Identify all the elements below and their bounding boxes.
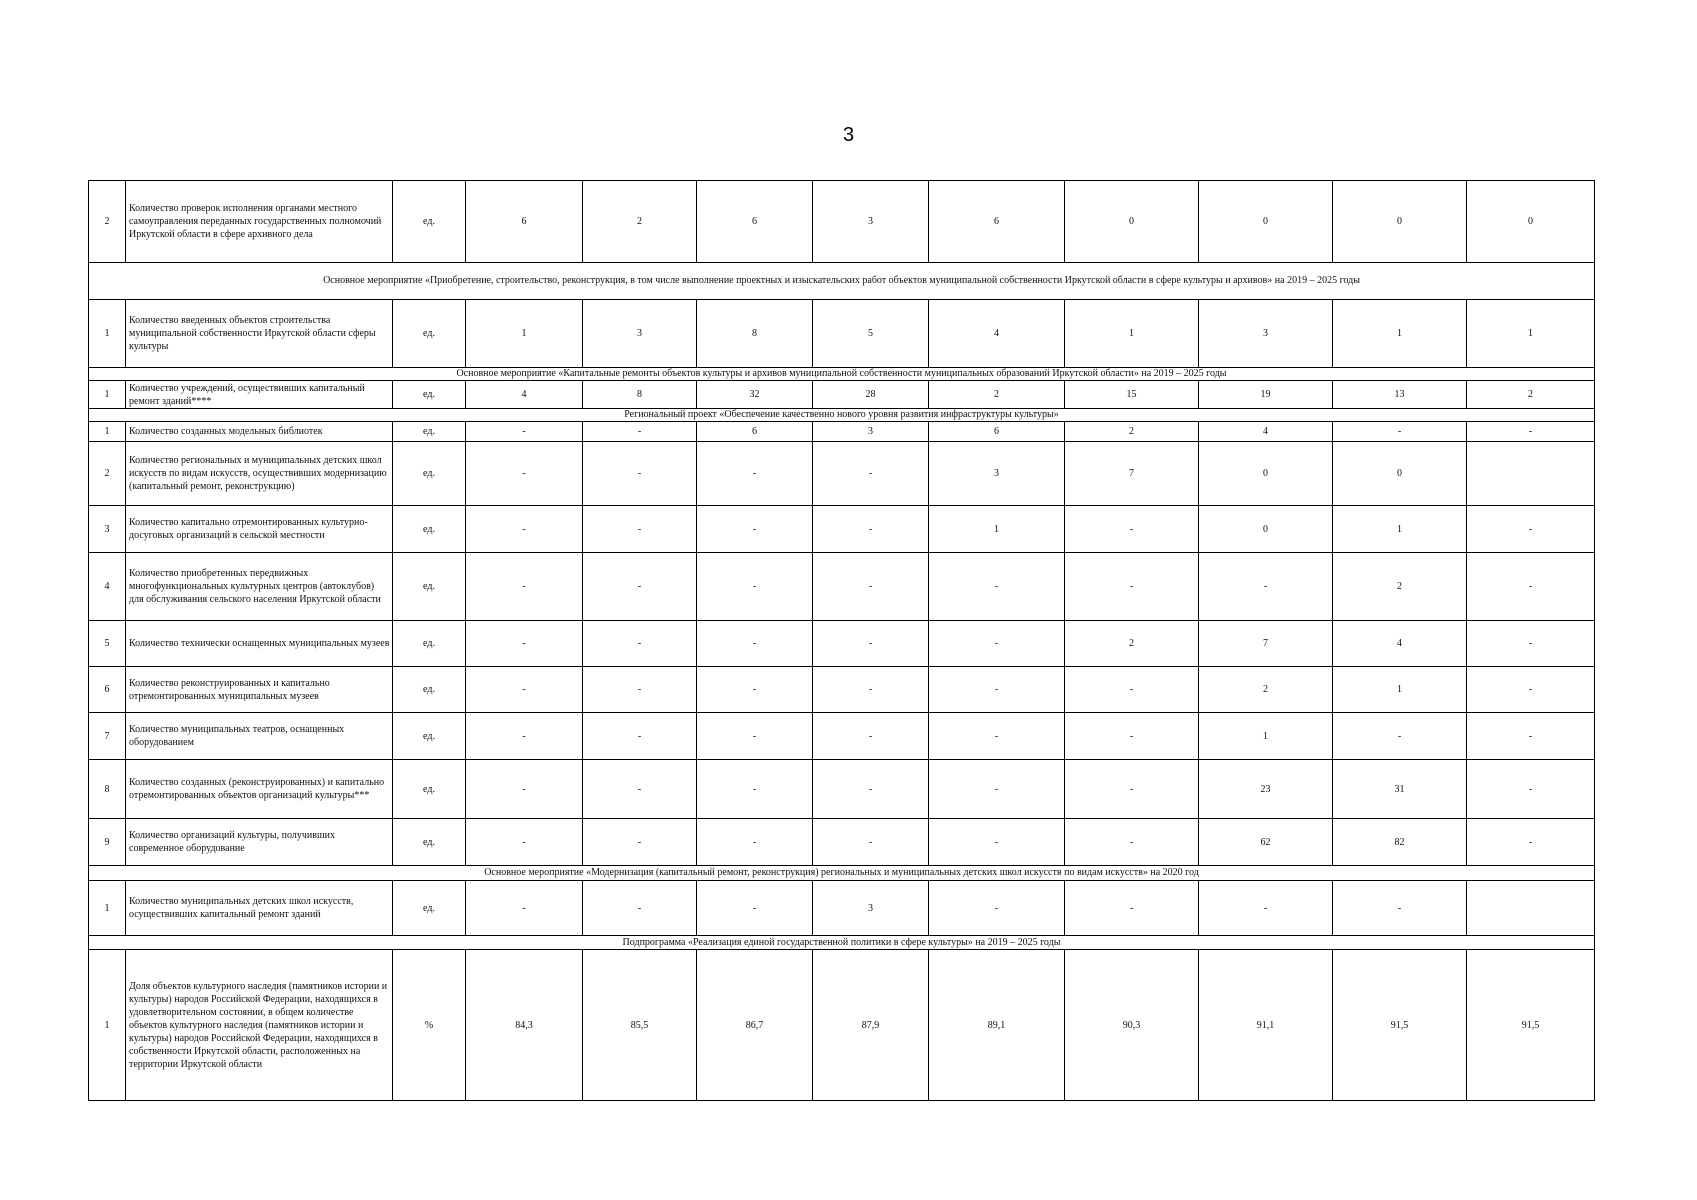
value-cell: - (466, 819, 583, 866)
value-cell: - (583, 819, 697, 866)
value-cell: 0 (1333, 181, 1467, 263)
section-row (89, 368, 1595, 381)
value-cell: - (466, 713, 583, 760)
value-cell: 1 (929, 506, 1065, 553)
value-cell: 4 (929, 300, 1065, 368)
value-cell: - (583, 506, 697, 553)
table-row (89, 381, 1595, 409)
value-cell: - (813, 506, 929, 553)
page-number: 3 (842, 124, 855, 146)
value-cell: - (1467, 422, 1595, 442)
value-cell: - (1065, 506, 1199, 553)
value-cell: - (697, 881, 813, 936)
value-cell: 62 (1199, 819, 1333, 866)
row-number: 6 (89, 667, 126, 713)
value-cell: 1 (466, 300, 583, 368)
unit-cell: ед. (393, 442, 466, 506)
value-cell: 91,5 (1333, 950, 1467, 1101)
value-cell: - (1065, 760, 1199, 819)
row-number: 2 (89, 181, 126, 263)
value-cell: - (466, 553, 583, 621)
indicator-name: Количество муниципальных театров, оснащенных оборудованием (126, 713, 393, 760)
value-cell: - (1065, 881, 1199, 936)
value-cell: - (929, 819, 1065, 866)
value-cell: 13 (1333, 381, 1467, 409)
value-cell: - (1333, 713, 1467, 760)
value-cell: 4 (466, 381, 583, 409)
value-cell: - (583, 621, 697, 667)
indicator-name: Количество созданных (реконструированных) и капитально отремонтированных объектов организаций культуры*** (126, 760, 393, 819)
value-cell: - (813, 760, 929, 819)
value-cell: 5 (813, 300, 929, 368)
value-cell: - (697, 819, 813, 866)
row-number: 2 (89, 442, 126, 506)
section-title: Подпрограмма «Реализация единой государственной политики в сфере культуры» на 2019 – 2025 годы (89, 936, 1595, 950)
value-cell: 1 (1065, 300, 1199, 368)
indicator-name: Количество созданных модельных библиотек (126, 422, 393, 442)
value-cell: - (929, 881, 1065, 936)
row-number: 3 (89, 506, 126, 553)
value-cell: - (1199, 881, 1333, 936)
value-cell: 6 (929, 181, 1065, 263)
value-cell: - (813, 819, 929, 866)
table-row (89, 181, 1595, 263)
value-cell: - (697, 713, 813, 760)
value-cell: 89,1 (929, 950, 1065, 1101)
unit-cell: ед. (393, 300, 466, 368)
value-cell: - (1467, 553, 1595, 621)
unit-cell: ед. (393, 181, 466, 263)
indicator-name: Количество капитально отремонтированных культурно-досуговых организаций в сельской местности (126, 506, 393, 553)
value-cell: - (1065, 713, 1199, 760)
value-cell: - (929, 667, 1065, 713)
unit-cell: ед. (393, 713, 466, 760)
indicator-name: Количество муниципальных детских школ искусств, осуществивших капитальный ремонт зданий (126, 881, 393, 936)
value-cell: 86,7 (697, 950, 813, 1101)
value-cell: 19 (1199, 381, 1333, 409)
value-cell: - (1333, 881, 1467, 936)
unit-cell: ед. (393, 553, 466, 621)
value-cell: - (466, 881, 583, 936)
indicator-name: Количество проверок исполнения органами местного самоуправления переданных государственных полномочий Иркутской области в сфере архивного дела (126, 181, 393, 263)
value-cell: - (813, 667, 929, 713)
unit-cell: ед. (393, 667, 466, 713)
value-cell: - (697, 442, 813, 506)
row-number: 8 (89, 760, 126, 819)
value-cell: 4 (1199, 422, 1333, 442)
table-row (89, 881, 1595, 936)
value-cell: - (697, 667, 813, 713)
value-cell: 3 (813, 181, 929, 263)
value-cell: 0 (1065, 181, 1199, 263)
value-cell: - (466, 667, 583, 713)
value-cell: - (583, 667, 697, 713)
value-cell: - (697, 553, 813, 621)
value-cell: 4 (1333, 621, 1467, 667)
unit-cell: ед. (393, 760, 466, 819)
value-cell: - (929, 553, 1065, 621)
section-title: Основное мероприятие «Капитальные ремонты объектов культуры и архивов муниципальной собственности муниципальных образований Иркутской области» на 2019 – 2025 годы (89, 368, 1595, 381)
indicator-name: Доля объектов культурного наследия (памятников истории и культуры) народов Российской Федерации, находящихся в удовлетворительном состоянии, в общем количестве объектов культурного наследия (памятников истории и культуры) народов Российской Федерации, находящихся в собственности Иркутской области, расположенных на территории Иркутской области (126, 950, 393, 1101)
indicator-name: Количество региональных и муниципальных детских школ искусств по видам искусств, осуществивших модернизацию (капитальный ремонт, реконструкцию) (126, 442, 393, 506)
value-cell: - (813, 553, 929, 621)
table-row (89, 506, 1595, 553)
value-cell: - (813, 713, 929, 760)
indicator-name: Количество организаций культуры, получивших современное оборудование (126, 819, 393, 866)
value-cell: - (697, 506, 813, 553)
value-cell: 87,9 (813, 950, 929, 1101)
value-cell: - (813, 442, 929, 506)
indicator-name: Количество реконструированных и капитально отремонтированных муниципальных музеев (126, 667, 393, 713)
value-cell: 3 (813, 881, 929, 936)
table-row (89, 760, 1595, 819)
value-cell: - (697, 621, 813, 667)
row-number: 1 (89, 422, 126, 442)
table-row (89, 422, 1595, 442)
value-cell: - (929, 713, 1065, 760)
value-cell: 6 (697, 422, 813, 442)
value-cell: - (583, 553, 697, 621)
value-cell: 3 (813, 422, 929, 442)
value-cell: - (1333, 422, 1467, 442)
unit-cell: ед. (393, 422, 466, 442)
value-cell: - (697, 760, 813, 819)
table-row (89, 442, 1595, 506)
value-cell: - (813, 621, 929, 667)
value-cell: - (466, 506, 583, 553)
unit-cell: ед. (393, 819, 466, 866)
row-number: 7 (89, 713, 126, 760)
value-cell: - (1467, 819, 1595, 866)
value-cell: 7 (1199, 621, 1333, 667)
value-cell (1467, 442, 1595, 506)
value-cell: - (583, 881, 697, 936)
row-number: 4 (89, 553, 126, 621)
value-cell: 8 (583, 381, 697, 409)
value-cell: - (929, 621, 1065, 667)
indicator-name: Количество введенных объектов строительства муниципальной собственности Иркутской области сферы культуры (126, 300, 393, 368)
value-cell: 2 (1199, 667, 1333, 713)
value-cell: - (466, 621, 583, 667)
value-cell: - (1467, 760, 1595, 819)
section-row (89, 936, 1595, 950)
value-cell: 84,3 (466, 950, 583, 1101)
value-cell: 8 (697, 300, 813, 368)
indicator-name: Количество технически оснащенных муниципальных музеев (126, 621, 393, 667)
unit-cell: % (393, 950, 466, 1101)
unit-cell: ед. (393, 381, 466, 409)
value-cell: - (1065, 553, 1199, 621)
row-number: 1 (89, 881, 126, 936)
value-cell: - (466, 422, 583, 442)
value-cell: - (583, 713, 697, 760)
value-cell: 2 (929, 381, 1065, 409)
value-cell: - (583, 442, 697, 506)
value-cell: - (1467, 621, 1595, 667)
value-cell: - (583, 422, 697, 442)
row-number: 1 (89, 300, 126, 368)
value-cell: 82 (1333, 819, 1467, 866)
value-cell: 7 (1065, 442, 1199, 506)
value-cell: 0 (1333, 442, 1467, 506)
value-cell: 31 (1333, 760, 1467, 819)
value-cell: 1 (1333, 300, 1467, 368)
row-number: 5 (89, 621, 126, 667)
value-cell: 85,5 (583, 950, 697, 1101)
value-cell: 15 (1065, 381, 1199, 409)
value-cell: 32 (697, 381, 813, 409)
section-title: Основное мероприятие «Приобретение, строительство, реконструкция, в том числе выполнение проектных и изыскательских работ объектов муниципальной собственности Иркутской области в сфере культуры и архивов» на 2019 – 2025 годы (89, 263, 1595, 300)
value-cell: 2 (1065, 422, 1199, 442)
value-cell: - (1065, 819, 1199, 866)
section-title: Региональный проект «Обеспечение качественно нового уровня развития инфраструктуры культуры» (89, 409, 1595, 422)
value-cell: 6 (697, 181, 813, 263)
value-cell: 1 (1333, 506, 1467, 553)
value-cell: - (1467, 713, 1595, 760)
value-cell: 2 (1065, 621, 1199, 667)
unit-cell: ед. (393, 506, 466, 553)
value-cell: 3 (929, 442, 1065, 506)
indicators-table (88, 180, 1595, 1101)
table-row (89, 713, 1595, 760)
indicator-name: Количество приобретенных передвижных многофункциональных культурных центров (автоклубов) для обслуживания сельского населения Иркутской области (126, 553, 393, 621)
value-cell: - (1199, 553, 1333, 621)
section-row (89, 409, 1595, 422)
value-cell: 90,3 (1065, 950, 1199, 1101)
row-number: 1 (89, 950, 126, 1101)
table-row (89, 950, 1595, 1101)
table-row (89, 621, 1595, 667)
section-title: Основное мероприятие «Модернизация (капитальный ремонт, реконструкция) региональных и муниципальных детских школ искусств по видам искусств» на 2020 год (89, 866, 1595, 881)
value-cell: 6 (929, 422, 1065, 442)
value-cell: 23 (1199, 760, 1333, 819)
value-cell: - (583, 760, 697, 819)
value-cell: 1 (1467, 300, 1595, 368)
value-cell: 3 (583, 300, 697, 368)
value-cell: - (466, 442, 583, 506)
unit-cell: ед. (393, 881, 466, 936)
table-row (89, 667, 1595, 713)
value-cell: 91,5 (1467, 950, 1595, 1101)
value-cell: 1 (1199, 713, 1333, 760)
value-cell: 6 (466, 181, 583, 263)
value-cell: - (1467, 506, 1595, 553)
value-cell (1467, 881, 1595, 936)
value-cell: 0 (1467, 181, 1595, 263)
value-cell: 2 (1333, 553, 1467, 621)
value-cell: 0 (1199, 442, 1333, 506)
row-number: 1 (89, 381, 126, 409)
indicator-name: Количество учреждений, осуществивших капитальный ремонт зданий**** (126, 381, 393, 409)
value-cell: - (929, 760, 1065, 819)
section-row (89, 263, 1595, 300)
table-row (89, 819, 1595, 866)
table-row (89, 553, 1595, 621)
value-cell: 2 (583, 181, 697, 263)
value-cell: 3 (1199, 300, 1333, 368)
value-cell: 2 (1467, 381, 1595, 409)
value-cell: - (466, 760, 583, 819)
value-cell: 0 (1199, 506, 1333, 553)
section-row (89, 866, 1595, 881)
unit-cell: ед. (393, 621, 466, 667)
table-row (89, 300, 1595, 368)
value-cell: 1 (1333, 667, 1467, 713)
value-cell: 28 (813, 381, 929, 409)
value-cell: - (1467, 667, 1595, 713)
value-cell: 91,1 (1199, 950, 1333, 1101)
value-cell: 0 (1199, 181, 1333, 263)
value-cell: - (1065, 667, 1199, 713)
row-number: 9 (89, 819, 126, 866)
